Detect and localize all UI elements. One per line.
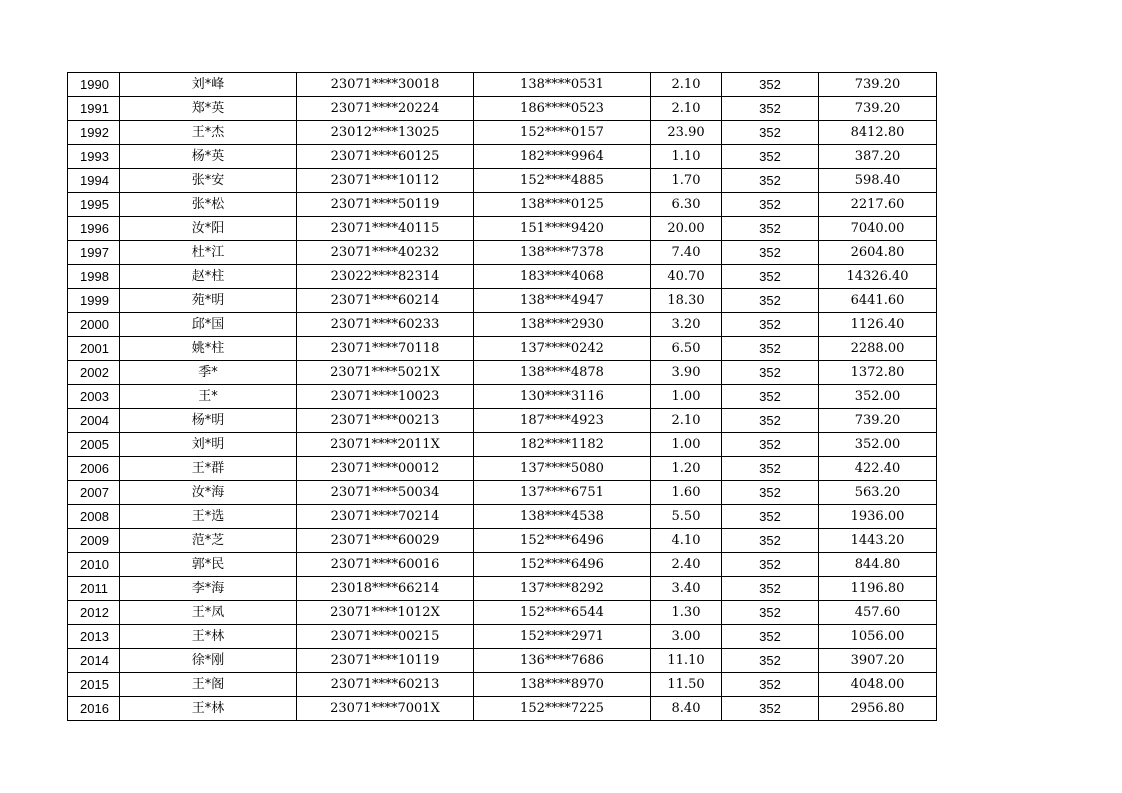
quantity-cell: 40.70 [651, 265, 722, 289]
row-number-cell: 1992 [68, 121, 120, 145]
id-number-cell: 23071****70118 [297, 337, 474, 361]
unit-price-cell: 352 [722, 649, 819, 673]
phone-cell: 138****0531 [474, 73, 651, 97]
amount-cell: 7040.00 [819, 217, 937, 241]
unit-price-cell: 352 [722, 697, 819, 721]
row-number-cell: 1996 [68, 217, 120, 241]
table-row [68, 697, 937, 721]
data-table [67, 72, 937, 721]
id-number-cell: 23071****10119 [297, 649, 474, 673]
amount-cell: 844.80 [819, 553, 937, 577]
id-number-cell: 23071****60214 [297, 289, 474, 313]
row-number-cell: 2008 [68, 505, 120, 529]
id-number-cell: 23022****82314 [297, 265, 474, 289]
unit-price-cell: 352 [722, 121, 819, 145]
name-cell: 张*安 [120, 169, 297, 193]
unit-price-cell: 352 [722, 193, 819, 217]
row-number-cell: 2007 [68, 481, 120, 505]
quantity-cell: 7.40 [651, 241, 722, 265]
quantity-cell: 4.10 [651, 529, 722, 553]
phone-cell: 137****6751 [474, 481, 651, 505]
phone-cell: 152****6496 [474, 553, 651, 577]
id-number-cell: 23071****60125 [297, 145, 474, 169]
unit-price-cell: 352 [722, 577, 819, 601]
row-number-cell: 2011 [68, 577, 120, 601]
row-number-cell: 2003 [68, 385, 120, 409]
quantity-cell: 3.00 [651, 625, 722, 649]
quantity-cell: 2.10 [651, 73, 722, 97]
phone-cell: 182****9964 [474, 145, 651, 169]
quantity-cell: 3.40 [651, 577, 722, 601]
table-row [68, 313, 937, 337]
id-number-cell: 23071****00012 [297, 457, 474, 481]
table-row [68, 409, 937, 433]
phone-cell: 152****0157 [474, 121, 651, 145]
name-cell: 范*芝 [120, 529, 297, 553]
unit-price-cell: 352 [722, 481, 819, 505]
row-number-cell: 1998 [68, 265, 120, 289]
row-number-cell: 2010 [68, 553, 120, 577]
id-number-cell: 23071****40232 [297, 241, 474, 265]
unit-price-cell: 352 [722, 625, 819, 649]
unit-price-cell: 352 [722, 73, 819, 97]
amount-cell: 2604.80 [819, 241, 937, 265]
phone-cell: 186****0523 [474, 97, 651, 121]
table-row [68, 97, 937, 121]
phone-cell: 138****2930 [474, 313, 651, 337]
name-cell: 杨*英 [120, 145, 297, 169]
quantity-cell: 2.40 [651, 553, 722, 577]
row-number-cell: 1995 [68, 193, 120, 217]
row-number-cell: 2006 [68, 457, 120, 481]
name-cell: 杨*明 [120, 409, 297, 433]
name-cell: 季* [120, 361, 297, 385]
name-cell: 刘*明 [120, 433, 297, 457]
table-row [68, 481, 937, 505]
table-row [68, 385, 937, 409]
unit-price-cell: 352 [722, 433, 819, 457]
phone-cell: 137****0242 [474, 337, 651, 361]
row-number-cell: 1990 [68, 73, 120, 97]
quantity-cell: 6.50 [651, 337, 722, 361]
table-row [68, 625, 937, 649]
unit-price-cell: 352 [722, 241, 819, 265]
unit-price-cell: 352 [722, 673, 819, 697]
id-number-cell: 23071****60233 [297, 313, 474, 337]
id-number-cell: 23071****70214 [297, 505, 474, 529]
amount-cell: 8412.80 [819, 121, 937, 145]
quantity-cell: 1.20 [651, 457, 722, 481]
row-number-cell: 2016 [68, 697, 120, 721]
table-row [68, 361, 937, 385]
id-number-cell: 23071****2011X [297, 433, 474, 457]
id-number-cell: 23071****30018 [297, 73, 474, 97]
amount-cell: 1126.40 [819, 313, 937, 337]
name-cell: 汝*海 [120, 481, 297, 505]
row-number-cell: 1999 [68, 289, 120, 313]
name-cell: 王*林 [120, 625, 297, 649]
name-cell: 王*杰 [120, 121, 297, 145]
phone-cell: 138****4878 [474, 361, 651, 385]
table-row [68, 73, 937, 97]
row-number-cell: 2005 [68, 433, 120, 457]
unit-price-cell: 352 [722, 505, 819, 529]
quantity-cell: 6.30 [651, 193, 722, 217]
quantity-cell: 2.10 [651, 97, 722, 121]
name-cell: 赵*柱 [120, 265, 297, 289]
quantity-cell: 5.50 [651, 505, 722, 529]
unit-price-cell: 352 [722, 313, 819, 337]
name-cell: 郑*英 [120, 97, 297, 121]
phone-cell: 152****7225 [474, 697, 651, 721]
amount-cell: 352.00 [819, 385, 937, 409]
quantity-cell: 1.70 [651, 169, 722, 193]
row-number-cell: 1991 [68, 97, 120, 121]
table-row [68, 601, 937, 625]
id-number-cell: 23071****50034 [297, 481, 474, 505]
name-cell: 苑*明 [120, 289, 297, 313]
phone-cell: 187****4923 [474, 409, 651, 433]
phone-cell: 152****4885 [474, 169, 651, 193]
table-row [68, 649, 937, 673]
unit-price-cell: 352 [722, 361, 819, 385]
row-number-cell: 2014 [68, 649, 120, 673]
quantity-cell: 1.30 [651, 601, 722, 625]
table-row [68, 457, 937, 481]
name-cell: 姚*柱 [120, 337, 297, 361]
quantity-cell: 20.00 [651, 217, 722, 241]
id-number-cell: 23071****5021X [297, 361, 474, 385]
name-cell: 刘*峰 [120, 73, 297, 97]
amount-cell: 387.20 [819, 145, 937, 169]
row-number-cell: 2009 [68, 529, 120, 553]
amount-cell: 3907.20 [819, 649, 937, 673]
row-number-cell: 2000 [68, 313, 120, 337]
quantity-cell: 1.10 [651, 145, 722, 169]
name-cell: 王*阁 [120, 673, 297, 697]
unit-price-cell: 352 [722, 145, 819, 169]
phone-cell: 183****4068 [474, 265, 651, 289]
unit-price-cell: 352 [722, 457, 819, 481]
unit-price-cell: 352 [722, 385, 819, 409]
table-row [68, 553, 937, 577]
unit-price-cell: 352 [722, 265, 819, 289]
amount-cell: 1372.80 [819, 361, 937, 385]
id-number-cell: 23071****1012X [297, 601, 474, 625]
id-number-cell: 23071****60029 [297, 529, 474, 553]
row-number-cell: 2001 [68, 337, 120, 361]
amount-cell: 6441.60 [819, 289, 937, 313]
unit-price-cell: 352 [722, 409, 819, 433]
table-row [68, 121, 937, 145]
quantity-cell: 2.10 [651, 409, 722, 433]
id-number-cell: 23071****20224 [297, 97, 474, 121]
id-number-cell: 23071****60213 [297, 673, 474, 697]
name-cell: 王*选 [120, 505, 297, 529]
table-row [68, 529, 937, 553]
amount-cell: 739.20 [819, 73, 937, 97]
id-number-cell: 23071****7001X [297, 697, 474, 721]
phone-cell: 152****6496 [474, 529, 651, 553]
quantity-cell: 3.90 [651, 361, 722, 385]
row-number-cell: 1994 [68, 169, 120, 193]
amount-cell: 4048.00 [819, 673, 937, 697]
unit-price-cell: 352 [722, 217, 819, 241]
table-row [68, 505, 937, 529]
row-number-cell: 2012 [68, 601, 120, 625]
row-number-cell: 2002 [68, 361, 120, 385]
table-row [68, 217, 937, 241]
phone-cell: 130****3116 [474, 385, 651, 409]
id-number-cell: 23071****60016 [297, 553, 474, 577]
table-row [68, 433, 937, 457]
phone-cell: 137****8292 [474, 577, 651, 601]
id-number-cell: 23012****13025 [297, 121, 474, 145]
phone-cell: 138****7378 [474, 241, 651, 265]
phone-cell: 138****4538 [474, 505, 651, 529]
quantity-cell: 23.90 [651, 121, 722, 145]
id-number-cell: 23071****50119 [297, 193, 474, 217]
phone-cell: 138****0125 [474, 193, 651, 217]
name-cell: 王* [120, 385, 297, 409]
phone-cell: 152****6544 [474, 601, 651, 625]
row-number-cell: 2015 [68, 673, 120, 697]
name-cell: 王*林 [120, 697, 297, 721]
amount-cell: 1936.00 [819, 505, 937, 529]
id-number-cell: 23071****40115 [297, 217, 474, 241]
id-number-cell: 23018****66214 [297, 577, 474, 601]
phone-cell: 138****4947 [474, 289, 651, 313]
table-row [68, 337, 937, 361]
unit-price-cell: 352 [722, 553, 819, 577]
id-number-cell: 23071****00213 [297, 409, 474, 433]
phone-cell: 137****5080 [474, 457, 651, 481]
quantity-cell: 1.00 [651, 385, 722, 409]
quantity-cell: 1.60 [651, 481, 722, 505]
unit-price-cell: 352 [722, 601, 819, 625]
unit-price-cell: 352 [722, 289, 819, 313]
name-cell: 李*海 [120, 577, 297, 601]
amount-cell: 739.20 [819, 409, 937, 433]
table-row [68, 241, 937, 265]
quantity-cell: 1.00 [651, 433, 722, 457]
table-row [68, 577, 937, 601]
name-cell: 杜*江 [120, 241, 297, 265]
id-number-cell: 23071****00215 [297, 625, 474, 649]
amount-cell: 14326.40 [819, 265, 937, 289]
amount-cell: 2288.00 [819, 337, 937, 361]
table-row [68, 145, 937, 169]
unit-price-cell: 352 [722, 97, 819, 121]
amount-cell: 352.00 [819, 433, 937, 457]
unit-price-cell: 352 [722, 169, 819, 193]
quantity-cell: 11.10 [651, 649, 722, 673]
table-row [68, 289, 937, 313]
phone-cell: 151****9420 [474, 217, 651, 241]
row-number-cell: 2013 [68, 625, 120, 649]
unit-price-cell: 352 [722, 337, 819, 361]
name-cell: 张*松 [120, 193, 297, 217]
quantity-cell: 18.30 [651, 289, 722, 313]
name-cell: 邱*国 [120, 313, 297, 337]
amount-cell: 739.20 [819, 97, 937, 121]
row-number-cell: 2004 [68, 409, 120, 433]
id-number-cell: 23071****10112 [297, 169, 474, 193]
unit-price-cell: 352 [722, 529, 819, 553]
amount-cell: 563.20 [819, 481, 937, 505]
table-row [68, 265, 937, 289]
name-cell: 王*凤 [120, 601, 297, 625]
amount-cell: 422.40 [819, 457, 937, 481]
amount-cell: 2217.60 [819, 193, 937, 217]
amount-cell: 1056.00 [819, 625, 937, 649]
quantity-cell: 3.20 [651, 313, 722, 337]
phone-cell: 138****8970 [474, 673, 651, 697]
name-cell: 徐*刚 [120, 649, 297, 673]
table-row [68, 169, 937, 193]
phone-cell: 136****7686 [474, 649, 651, 673]
amount-cell: 2956.80 [819, 697, 937, 721]
name-cell: 王*群 [120, 457, 297, 481]
name-cell: 郭*民 [120, 553, 297, 577]
amount-cell: 598.40 [819, 169, 937, 193]
amount-cell: 1443.20 [819, 529, 937, 553]
name-cell: 汝*阳 [120, 217, 297, 241]
table-row [68, 193, 937, 217]
quantity-cell: 11.50 [651, 673, 722, 697]
phone-cell: 182****1182 [474, 433, 651, 457]
phone-cell: 152****2971 [474, 625, 651, 649]
row-number-cell: 1997 [68, 241, 120, 265]
row-number-cell: 1993 [68, 145, 120, 169]
table-body [68, 73, 937, 721]
amount-cell: 1196.80 [819, 577, 937, 601]
amount-cell: 457.60 [819, 601, 937, 625]
table-row [68, 673, 937, 697]
quantity-cell: 8.40 [651, 697, 722, 721]
id-number-cell: 23071****10023 [297, 385, 474, 409]
